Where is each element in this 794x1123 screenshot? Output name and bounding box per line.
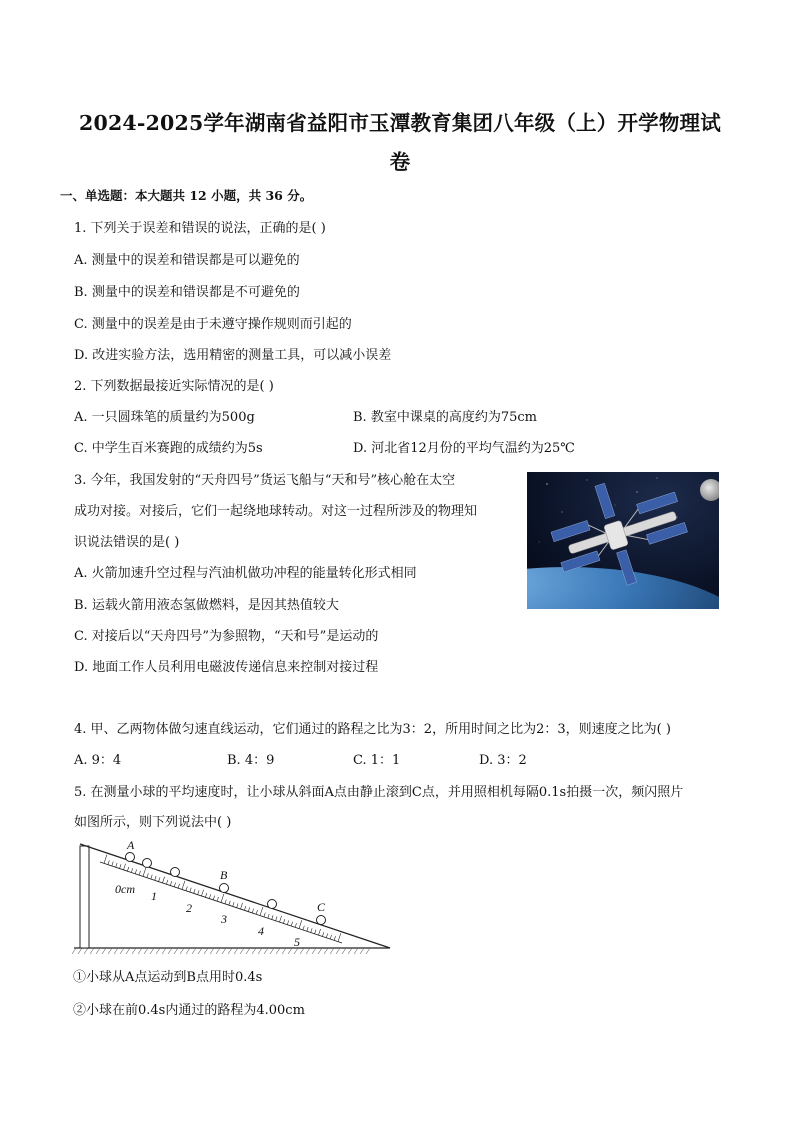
ruler-tick [276,917,277,921]
q5-statement-2: ②小球在前0.4s内通过的路程为4.00cm [73,1003,305,1018]
ruler-tick [159,877,160,881]
ruler-tick [315,930,316,934]
q3-stem-line-1: 3. 今年，我国发射的“天舟四号”货运飞船与“天和号”核心舱在太空 [74,473,456,488]
ruler-tick [178,884,179,888]
ruler-tick [307,927,308,931]
q1-option-d: D. 改进实验方法，选用精密的测量工具，可以减小误差 [74,348,392,363]
ball-position-3 [171,868,180,877]
ruler-tick [338,933,341,942]
ruler-tick [194,889,195,893]
ruler-tick [221,894,224,903]
label-b: B [220,868,228,882]
ruler-tick [143,868,146,877]
ball-position-c [317,916,326,925]
ruler-tick [108,860,109,864]
ruler-tick [256,910,257,914]
ruler-tick [291,922,292,926]
q1-option-b: B. 测量中的误差和错误都是不可避免的 [74,285,300,300]
ruler-tick [283,919,284,923]
ruler-tick [295,923,296,927]
ruler-tick [280,916,282,922]
section-heading: 一、单选题：本大题共 12 小题，共 36 分。 [60,188,313,203]
ground-hatch [72,948,370,954]
q3-option-c: C. 对接后以“天舟四号”为参照物，“天和号”是运动的 [74,629,379,644]
q2-option-d: D. 河北省12月份的平均气温约为25℃ [353,441,575,456]
ruler-tick [135,869,136,873]
scale-label-5: 5 [294,935,300,949]
ruler-tick [124,864,126,870]
ruler-tick [244,906,245,910]
ruler-tick [241,903,243,909]
ruler-tick [319,929,321,935]
q3-stem-line-2: 成功对接。对接后，它们一起绕地球转动。对这一过程所涉及的物理知 [74,504,478,519]
ruler-tick [198,890,199,894]
ruler-tick [303,926,304,930]
ruler-tick [287,920,288,924]
ruler-tick [229,901,230,905]
q3-stem-line-3: 识说法错误的是( ) [74,535,180,550]
ruler-tick [217,897,218,901]
ruler-tick [252,909,253,913]
q2-option-a: A. 一只圆珠笔的质量约为500g [74,410,255,425]
q2-option-b: B. 教室中课桌的高度约为75cm [353,410,537,425]
ruler-tick [209,894,210,898]
ruler-tick [174,883,175,887]
q4-option-a: A. 9：4 [74,753,122,768]
ruler-tick [205,893,206,897]
ruler-tick [151,875,152,879]
q3-option-d: D. 地面工作人员利用电磁波传递信息来控制对接过程 [74,660,379,675]
ruler-tick [190,888,191,892]
q2-option-c: C. 中学生百米赛跑的成绩约为5s [74,441,263,456]
ruler-tick [147,873,148,877]
ruler-tick [104,855,107,864]
ruler-tick [311,928,312,932]
q5-stem-line-2: 如图所示，则下列说法中( ) [74,815,232,830]
ruler-tick [268,914,269,918]
ruler-tick [330,935,331,939]
ruler-tick [334,936,335,940]
ball-position-2 [143,859,152,868]
ruler-tick [299,920,302,929]
q4-option-b: B. 4：9 [227,753,275,768]
ruler-tick [202,890,204,896]
ruler-tick [237,903,238,907]
q5-statement-1: ①小球从A点运动到B点用时0.4s [73,970,263,985]
ruler-tick [326,934,327,938]
scale-label-0: 0cm [115,882,135,896]
ruler-tick [264,913,265,917]
space-station-photo [527,472,719,609]
title-line-1: 2024-2025学年湖南省益阳市玉潭教育集团八年级（上）开学物理试 [79,111,721,135]
label-a: A [127,840,135,852]
q4-option-c: C. 1：1 [353,753,401,768]
ruler-tick [139,871,140,875]
ruler-tick [322,932,323,936]
ruler-tick [131,868,132,872]
q5-stem-line-1: 5. 在测量小球的平均速度时，让小球从斜面A点由静止滚到C点，并用照相机每隔0.1s拍摄一次，频闪照片 [74,785,684,800]
ruler-tick [272,915,273,919]
ruler-tick [155,876,156,880]
ruler-tick [112,862,113,866]
ruler-tick [170,881,171,885]
q3-option-a: A. 火箭加速升空过程与汽油机做功冲程的能量转化形式相同 [74,566,417,581]
ruler-tick [233,902,234,906]
q1-option-a: A. 测量中的误差和错误都是可以避免的 [74,253,300,268]
ruler-tick [225,900,226,904]
scale-label-2: 2 [186,901,192,915]
q2-stem: 2. 下列数据最接近实际情况的是( ) [74,379,274,394]
ball-position-b [220,884,229,893]
ball-position-4 [268,900,277,909]
ruler-tick [127,867,128,871]
ruler-tick [182,881,185,890]
q4-stem: 4. 甲、乙两物体做匀速直线运动，它们通过的路程之比为3：2，所用时间之比为2：3，则速度之比为( ) [74,722,671,737]
ruler-tick [166,880,167,884]
scale-label-3: 3 [221,912,227,926]
q4-option-d: D. 3：2 [479,753,527,768]
exam-title [60,104,740,182]
ruler-tick [116,863,117,867]
support-post [80,846,89,948]
q1-stem: 1. 下列关于误差和错误的说法，正确的是( ) [74,221,326,236]
label-c: C [317,900,326,914]
q3-option-b: B. 运载火箭用液态氢做燃料，是因其热值较大 [74,598,339,613]
scale-label-4: 4 [258,924,264,938]
incline-figure [72,840,392,958]
ruler-tick [213,896,214,900]
title-line-2: 卷 [389,150,411,174]
ball-position-a [126,853,135,862]
ruler-tick [248,907,249,911]
scale-label-1: 1 [151,889,157,903]
q1-option-c: C. 测量中的误差是由于未遵守操作规则而引起的 [74,317,352,332]
ruler-tick [186,886,187,890]
ruler-tick [163,877,165,883]
ruler-tick [120,864,121,868]
ruler-tick [260,907,263,916]
